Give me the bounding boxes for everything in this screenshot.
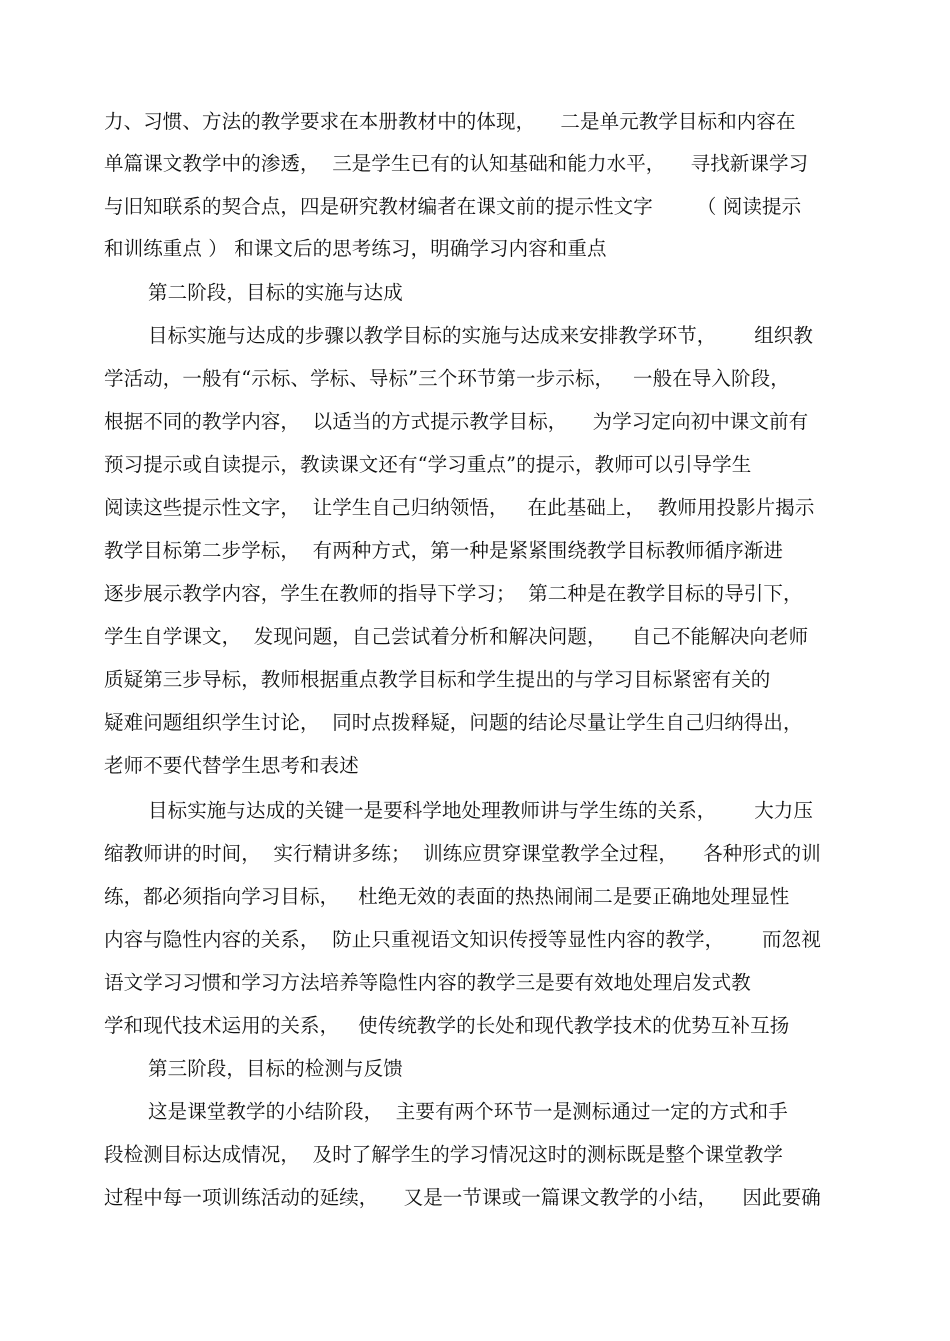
text-line: 根据不同的教学内容， 以适当的方式提示教学目标， 为学习定向初中课文前有: [104, 410, 809, 433]
section-heading: 第二阶段，目标的实施与达成: [148, 281, 403, 304]
text-line: 目标实施与达成的关键一是要科学地处理教师讲与学生练的关系， 大力压: [148, 799, 813, 822]
text-line: 质疑第三步导标，教师根据重点教学目标和学生提出的与学习目标紧密有关的: [104, 668, 771, 691]
text-line: 过程中每一项训练活动的延续， 又是一节课或一篇课文教学的小结， 因此要确: [104, 1186, 821, 1209]
text-line: 目标实施与达成的步骤以教学目标的实施与达成来安排教学环节， 组织教: [148, 324, 813, 347]
text-line: 段检测目标达成情况， 及时了解学生的学习情况这时的测标既是整个课堂教学: [104, 1143, 783, 1166]
text-line: 逐步展示教学内容，学生在教师的指导下学习； 第二种是在教学目标的导引下，: [104, 582, 803, 605]
section-heading: 第三阶段，目标的检测与反馈: [148, 1057, 403, 1080]
text-line: 学活动，一般有“示标、学标、导标”三个环节第一步示标， 一般在导入阶段，: [104, 367, 790, 390]
text-line: 阅读这些提示性文字， 让学生自己归纳领悟， 在此基础上， 教师用投影片揭示: [104, 496, 815, 519]
text-line: 缩教师讲的时间， 实行精讲多练； 训练应贯穿课堂教学全过程， 各种形式的训: [104, 842, 821, 865]
text-line: 内容与隐性内容的关系， 防止只重视语文知识传授等显性内容的教学， 而忽视: [104, 928, 821, 951]
text-line: 教学目标第二步学标， 有两种方式，第一种是紧紧围绕教学目标教师循序渐进: [104, 539, 783, 562]
text-line: 练，都必须指向学习目标， 杜绝无效的表面的热热闹闹二是要正确地处理显性: [104, 885, 790, 908]
text-line: 老师不要代替学生思考和表述: [104, 754, 359, 777]
text-line: 与旧知联系的契合点，四是研究教材编者在课文前的提示性文字 （ 阅读提示: [104, 195, 802, 218]
text-line: 学和现代技术运用的关系， 使传统教学的长处和现代教学技术的优势互补互扬: [104, 1014, 790, 1037]
text-line: 学生自学课文， 发现问题，自己尝试着分析和解决问题， 自己不能解决向老师: [104, 625, 809, 648]
text-line: 和训练重点 ） 和课文后的思考练习，明确学习内容和重点: [104, 237, 607, 260]
text-line: 语文学习习惯和学习方法培养等隐性内容的教学三是要有效地处理启发式教: [104, 971, 751, 994]
text-line: 预习提示或自读提示，教读课文还有“学习重点”的提示，教师可以引导学生: [104, 453, 752, 476]
text-line: 力、习惯、方法的教学要求在本册教材中的体现， 二是单元教学目标和内容在: [104, 110, 796, 133]
text-line: 疑难问题组织学生讨论， 同时点拨释疑，问题的结论尽量让学生自己归纳得出，: [104, 711, 803, 734]
text-line: 单篇课文教学中的渗透， 三是学生已有的认知基础和能力水平， 寻找新课学习: [104, 152, 809, 175]
text-line: 这是课堂教学的小结阶段， 主要有两个环节一是测标通过一定的方式和手: [148, 1100, 788, 1123]
